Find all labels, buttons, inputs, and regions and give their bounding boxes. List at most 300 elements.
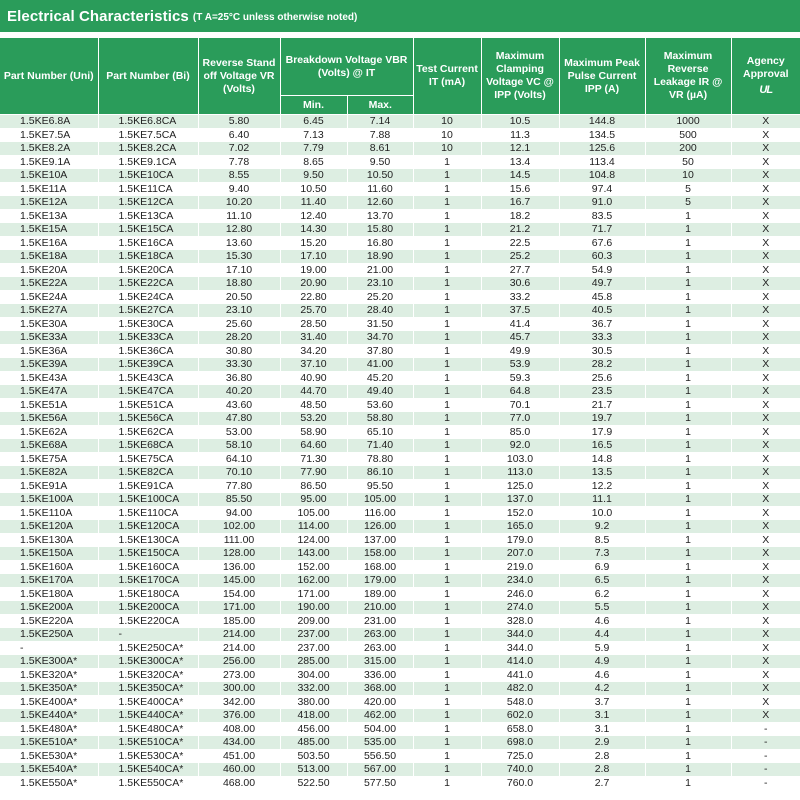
- cell-peak-pulse-current: 7.3: [559, 547, 645, 561]
- cell-part-uni: 1.5KE8.2A: [0, 142, 98, 156]
- cell-clamping-voltage: 441.0: [481, 668, 559, 682]
- cell-breakdown-min: 20.90: [280, 277, 347, 291]
- cell-breakdown-min: 152.00: [280, 560, 347, 574]
- cell-part-bi: 1.5KE320CA*: [98, 668, 198, 682]
- cell-breakdown-max: 462.00: [347, 709, 413, 723]
- table-row: [0, 155, 800, 169]
- cell-agency-approval: X: [731, 250, 800, 264]
- cell-part-uni: 1.5KE51A: [0, 398, 98, 412]
- cell-part-uni: 1.5KE7.5A: [0, 128, 98, 142]
- cell-reverse-leakage: 1: [645, 304, 731, 318]
- cell-reverse-standoff: 460.00: [198, 763, 280, 777]
- cell-clamping-voltage: 103.0: [481, 452, 559, 466]
- cell-agency-approval: -: [731, 763, 800, 777]
- cell-part-uni: 1.5KE120A: [0, 520, 98, 534]
- table-row: [0, 412, 800, 426]
- cell-breakdown-max: 315.00: [347, 655, 413, 669]
- table-row: [0, 682, 800, 696]
- cell-peak-pulse-current: 3.7: [559, 695, 645, 709]
- cell-breakdown-max: 420.00: [347, 695, 413, 709]
- cell-agency-approval: X: [731, 547, 800, 561]
- cell-part-uni: 1.5KE12A: [0, 196, 98, 210]
- cell-reverse-standoff: 154.00: [198, 587, 280, 601]
- cell-clamping-voltage: 602.0: [481, 709, 559, 723]
- cell-part-bi: 1.5KE12CA: [98, 196, 198, 210]
- cell-test-current: 1: [413, 479, 481, 493]
- cell-part-uni: 1.5KE320A*: [0, 668, 98, 682]
- cell-agency-approval: X: [731, 304, 800, 318]
- cell-agency-approval: X: [731, 196, 800, 210]
- cell-reverse-leakage: 1: [645, 223, 731, 237]
- cell-reverse-leakage: 1: [645, 452, 731, 466]
- cell-clamping-voltage: 59.3: [481, 371, 559, 385]
- cell-agency-approval: X: [731, 317, 800, 331]
- cell-reverse-standoff: 7.78: [198, 155, 280, 169]
- cell-reverse-leakage: 1: [645, 628, 731, 642]
- cell-reverse-standoff: 85.50: [198, 493, 280, 507]
- table-row: [0, 128, 800, 142]
- cell-part-bi: 1.5KE24CA: [98, 290, 198, 304]
- cell-reverse-standoff: 214.00: [198, 641, 280, 655]
- cell-test-current: 1: [413, 587, 481, 601]
- cell-part-uni: 1.5KE27A: [0, 304, 98, 318]
- cell-peak-pulse-current: 91.0: [559, 196, 645, 210]
- cell-clamping-voltage: 21.2: [481, 223, 559, 237]
- cell-part-bi: 1.5KE100CA: [98, 493, 198, 507]
- cell-reverse-standoff: 11.10: [198, 209, 280, 223]
- cell-agency-approval: -: [731, 736, 800, 750]
- cell-reverse-leakage: 1: [645, 331, 731, 345]
- cell-breakdown-min: 418.00: [280, 709, 347, 723]
- cell-agency-approval: X: [731, 290, 800, 304]
- cell-test-current: 1: [413, 655, 481, 669]
- cell-reverse-standoff: 94.00: [198, 506, 280, 520]
- cell-clamping-voltage: 27.7: [481, 263, 559, 277]
- cell-breakdown-max: 49.40: [347, 385, 413, 399]
- cell-reverse-leakage: 1: [645, 344, 731, 358]
- cell-test-current: 1: [413, 196, 481, 210]
- cell-part-uni: 1.5KE62A: [0, 425, 98, 439]
- cell-agency-approval: -: [731, 722, 800, 736]
- cell-peak-pulse-current: 113.4: [559, 155, 645, 169]
- table-row: [0, 142, 800, 156]
- cell-breakdown-max: 65.10: [347, 425, 413, 439]
- cell-reverse-leakage: 1: [645, 236, 731, 250]
- cell-part-bi: 1.5KE300CA*: [98, 655, 198, 669]
- cell-part-bi: 1.5KE22CA: [98, 277, 198, 291]
- cell-part-bi: 1.5KE10CA: [98, 169, 198, 183]
- cell-test-current: 10: [413, 142, 481, 156]
- cell-test-current: 1: [413, 344, 481, 358]
- cell-clamping-voltage: 11.3: [481, 128, 559, 142]
- cell-part-uni: 1.5KE10A: [0, 169, 98, 183]
- cell-part-uni: 1.5KE33A: [0, 331, 98, 345]
- table-row: [0, 398, 800, 412]
- cell-peak-pulse-current: 2.9: [559, 736, 645, 750]
- cell-reverse-leakage: 1: [645, 601, 731, 615]
- cell-breakdown-max: 11.60: [347, 182, 413, 196]
- cell-reverse-leakage: 1: [645, 506, 731, 520]
- cell-reverse-standoff: 53.00: [198, 425, 280, 439]
- header-part-uni: Part Number (Uni): [0, 38, 98, 115]
- cell-reverse-leakage: 5: [645, 182, 731, 196]
- cell-breakdown-max: 71.40: [347, 439, 413, 453]
- cell-breakdown-min: 25.70: [280, 304, 347, 318]
- cell-breakdown-min: 7.79: [280, 142, 347, 156]
- cell-test-current: 1: [413, 439, 481, 453]
- cell-test-current: 1: [413, 250, 481, 264]
- table-row: [0, 574, 800, 588]
- cell-test-current: 1: [413, 425, 481, 439]
- cell-reverse-standoff: 43.60: [198, 398, 280, 412]
- cell-part-bi: 1.5KE9.1CA: [98, 155, 198, 169]
- cell-clamping-voltage: 658.0: [481, 722, 559, 736]
- cell-agency-approval: X: [731, 155, 800, 169]
- cell-part-uni: 1.5KE82A: [0, 466, 98, 480]
- cell-breakdown-min: 95.00: [280, 493, 347, 507]
- cell-clamping-voltage: 25.2: [481, 250, 559, 264]
- cell-peak-pulse-current: 36.7: [559, 317, 645, 331]
- cell-clamping-voltage: 414.0: [481, 655, 559, 669]
- cell-agency-approval: -: [731, 776, 800, 790]
- cell-reverse-standoff: 300.00: [198, 682, 280, 696]
- cell-test-current: 10: [413, 115, 481, 129]
- cell-breakdown-max: 12.60: [347, 196, 413, 210]
- cell-part-bi: 1.5KE150CA: [98, 547, 198, 561]
- table-row: [0, 304, 800, 318]
- header-part-bi: Part Number (Bi): [98, 38, 198, 115]
- cell-breakdown-max: 95.50: [347, 479, 413, 493]
- cell-reverse-standoff: 451.00: [198, 749, 280, 763]
- cell-peak-pulse-current: 2.8: [559, 763, 645, 777]
- cell-breakdown-min: 171.00: [280, 587, 347, 601]
- cell-agency-approval: X: [731, 142, 800, 156]
- cell-reverse-leakage: 1: [645, 290, 731, 304]
- cell-clamping-voltage: 14.5: [481, 169, 559, 183]
- cell-test-current: 1: [413, 466, 481, 480]
- cell-part-bi: 1.5KE440CA*: [98, 709, 198, 723]
- cell-part-uni: 1.5KE13A: [0, 209, 98, 223]
- cell-reverse-leakage: 1: [645, 547, 731, 561]
- cell-test-current: 1: [413, 155, 481, 169]
- cell-breakdown-min: 10.50: [280, 182, 347, 196]
- cell-breakdown-min: 22.80: [280, 290, 347, 304]
- cell-breakdown-min: 114.00: [280, 520, 347, 534]
- cell-agency-approval: X: [731, 493, 800, 507]
- cell-clamping-voltage: 92.0: [481, 439, 559, 453]
- cell-breakdown-max: 34.70: [347, 331, 413, 345]
- cell-peak-pulse-current: 83.5: [559, 209, 645, 223]
- cell-reverse-standoff: 342.00: [198, 695, 280, 709]
- cell-breakdown-min: 190.00: [280, 601, 347, 615]
- cell-part-bi: 1.5KE540CA*: [98, 763, 198, 777]
- cell-part-bi: 1.5KE120CA: [98, 520, 198, 534]
- cell-peak-pulse-current: 12.2: [559, 479, 645, 493]
- cell-clamping-voltage: 698.0: [481, 736, 559, 750]
- cell-part-bi: 1.5KE62CA: [98, 425, 198, 439]
- cell-breakdown-max: 7.88: [347, 128, 413, 142]
- cell-test-current: 1: [413, 277, 481, 291]
- cell-agency-approval: X: [731, 182, 800, 196]
- cell-reverse-standoff: 58.10: [198, 439, 280, 453]
- cell-peak-pulse-current: 49.7: [559, 277, 645, 291]
- cell-peak-pulse-current: 2.8: [559, 749, 645, 763]
- cell-breakdown-max: 567.00: [347, 763, 413, 777]
- cell-breakdown-max: 78.80: [347, 452, 413, 466]
- table-row: [0, 425, 800, 439]
- cell-part-uni: 1.5KE300A*: [0, 655, 98, 669]
- cell-peak-pulse-current: 8.5: [559, 533, 645, 547]
- cell-reverse-standoff: 185.00: [198, 614, 280, 628]
- cell-test-current: 1: [413, 263, 481, 277]
- cell-agency-approval: X: [731, 115, 800, 129]
- cell-breakdown-max: 158.00: [347, 547, 413, 561]
- cell-test-current: 1: [413, 371, 481, 385]
- cell-breakdown-max: 577.50: [347, 776, 413, 790]
- cell-agency-approval: X: [731, 236, 800, 250]
- cell-breakdown-max: 7.14: [347, 115, 413, 129]
- table-body: [0, 115, 800, 790]
- cell-agency-approval: X: [731, 695, 800, 709]
- cell-peak-pulse-current: 40.5: [559, 304, 645, 318]
- cell-part-uni: 1.5KE480A*: [0, 722, 98, 736]
- cell-breakdown-max: 210.00: [347, 601, 413, 615]
- cell-agency-approval: X: [731, 385, 800, 399]
- cell-breakdown-max: 41.00: [347, 358, 413, 372]
- cell-part-bi: 1.5KE39CA: [98, 358, 198, 372]
- cell-test-current: 1: [413, 412, 481, 426]
- cell-breakdown-min: 37.10: [280, 358, 347, 372]
- cell-breakdown-min: 71.30: [280, 452, 347, 466]
- cell-part-uni: 1.5KE200A: [0, 601, 98, 615]
- table-row: [0, 290, 800, 304]
- cell-part-bi: 1.5KE170CA: [98, 574, 198, 588]
- cell-clamping-voltage: 234.0: [481, 574, 559, 588]
- cell-test-current: 1: [413, 520, 481, 534]
- cell-part-bi: 1.5KE36CA: [98, 344, 198, 358]
- cell-test-current: 1: [413, 560, 481, 574]
- table-row: [0, 223, 800, 237]
- cell-agency-approval: X: [731, 452, 800, 466]
- cell-test-current: 1: [413, 223, 481, 237]
- cell-breakdown-min: 237.00: [280, 628, 347, 642]
- cell-breakdown-min: 209.00: [280, 614, 347, 628]
- cell-breakdown-min: 58.90: [280, 425, 347, 439]
- cell-peak-pulse-current: 134.5: [559, 128, 645, 142]
- cell-peak-pulse-current: 11.1: [559, 493, 645, 507]
- cell-reverse-standoff: 408.00: [198, 722, 280, 736]
- cell-reverse-standoff: 214.00: [198, 628, 280, 642]
- cell-clamping-voltage: 30.6: [481, 277, 559, 291]
- cell-breakdown-max: 263.00: [347, 628, 413, 642]
- cell-part-bi: 1.5KE27CA: [98, 304, 198, 318]
- cell-clamping-voltage: 15.6: [481, 182, 559, 196]
- cell-part-uni: 1.5KE30A: [0, 317, 98, 331]
- cell-test-current: 1: [413, 709, 481, 723]
- cell-agency-approval: X: [731, 533, 800, 547]
- cell-reverse-leakage: 1: [645, 493, 731, 507]
- table-row: [0, 695, 800, 709]
- cell-clamping-voltage: 137.0: [481, 493, 559, 507]
- cell-reverse-leakage: 1: [645, 209, 731, 223]
- cell-breakdown-max: 116.00: [347, 506, 413, 520]
- cell-clamping-voltage: 12.1: [481, 142, 559, 156]
- cell-clamping-voltage: 77.0: [481, 412, 559, 426]
- cell-reverse-standoff: 171.00: [198, 601, 280, 615]
- cell-reverse-leakage: 50: [645, 155, 731, 169]
- cell-clamping-voltage: 125.0: [481, 479, 559, 493]
- cell-peak-pulse-current: 5.5: [559, 601, 645, 615]
- cell-peak-pulse-current: 97.4: [559, 182, 645, 196]
- cell-agency-approval: X: [731, 223, 800, 237]
- cell-reverse-leakage: 500: [645, 128, 731, 142]
- cell-breakdown-max: 556.50: [347, 749, 413, 763]
- cell-reverse-standoff: 376.00: [198, 709, 280, 723]
- cell-part-bi: 1.5KE43CA: [98, 371, 198, 385]
- cell-part-bi: -: [98, 628, 198, 642]
- cell-breakdown-max: 53.60: [347, 398, 413, 412]
- cell-part-bi: 1.5KE530CA*: [98, 749, 198, 763]
- cell-breakdown-min: 64.60: [280, 439, 347, 453]
- cell-part-uni: 1.5KE180A: [0, 587, 98, 601]
- cell-part-bi: 1.5KE130CA: [98, 533, 198, 547]
- cell-breakdown-max: 8.61: [347, 142, 413, 156]
- cell-peak-pulse-current: 10.0: [559, 506, 645, 520]
- table-row: [0, 196, 800, 210]
- cell-reverse-leakage: 1: [645, 277, 731, 291]
- cell-part-bi: 1.5KE82CA: [98, 466, 198, 480]
- cell-clamping-voltage: 760.0: [481, 776, 559, 790]
- cell-part-bi: 1.5KE8.2CA: [98, 142, 198, 156]
- table-row: [0, 736, 800, 750]
- title-bar: [0, 0, 800, 32]
- cell-part-uni: 1.5KE400A*: [0, 695, 98, 709]
- cell-agency-approval: X: [731, 709, 800, 723]
- table-row: [0, 722, 800, 736]
- cell-breakdown-max: 21.00: [347, 263, 413, 277]
- cell-peak-pulse-current: 3.1: [559, 722, 645, 736]
- cell-peak-pulse-current: 4.6: [559, 614, 645, 628]
- cell-clamping-voltage: 725.0: [481, 749, 559, 763]
- cell-agency-approval: X: [731, 520, 800, 534]
- cell-reverse-leakage: 1: [645, 317, 731, 331]
- header-clamping-voltage: Maximum Clamping Voltage VC @ IPP (Volts): [481, 38, 559, 115]
- cell-breakdown-min: 11.40: [280, 196, 347, 210]
- header-reverse-standoff: Reverse Stand off Voltage VR (Volts): [198, 38, 280, 115]
- cell-clamping-voltage: 33.2: [481, 290, 559, 304]
- cell-breakdown-min: 8.65: [280, 155, 347, 169]
- cell-part-bi: 1.5KE6.8CA: [98, 115, 198, 129]
- cell-part-bi: 1.5KE56CA: [98, 412, 198, 426]
- cell-reverse-leakage: 1: [645, 439, 731, 453]
- cell-part-uni: 1.5KE47A: [0, 385, 98, 399]
- table-row: [0, 371, 800, 385]
- cell-part-uni: 1.5KE350A*: [0, 682, 98, 696]
- cell-part-uni: 1.5KE100A: [0, 493, 98, 507]
- cell-breakdown-max: 336.00: [347, 668, 413, 682]
- table-row: [0, 493, 800, 507]
- cell-clamping-voltage: 328.0: [481, 614, 559, 628]
- cell-breakdown-min: 6.45: [280, 115, 347, 129]
- cell-peak-pulse-current: 16.5: [559, 439, 645, 453]
- cell-part-uni: 1.5KE16A: [0, 236, 98, 250]
- cell-reverse-leakage: 1: [645, 776, 731, 790]
- cell-agency-approval: X: [731, 331, 800, 345]
- cell-reverse-standoff: 40.20: [198, 385, 280, 399]
- table-row: [0, 277, 800, 291]
- cell-peak-pulse-current: 25.6: [559, 371, 645, 385]
- cell-breakdown-min: 17.10: [280, 250, 347, 264]
- cell-test-current: 1: [413, 763, 481, 777]
- cell-breakdown-min: 7.13: [280, 128, 347, 142]
- ul-logo-icon: UL: [759, 84, 773, 96]
- cell-test-current: 1: [413, 614, 481, 628]
- cell-agency-approval: X: [731, 439, 800, 453]
- cell-test-current: 1: [413, 776, 481, 790]
- table-row: [0, 452, 800, 466]
- table-header: [0, 38, 800, 115]
- cell-part-uni: 1.5KE22A: [0, 277, 98, 291]
- table-row: [0, 614, 800, 628]
- cell-breakdown-min: 12.40: [280, 209, 347, 223]
- cell-peak-pulse-current: 6.9: [559, 560, 645, 574]
- cell-test-current: 1: [413, 209, 481, 223]
- cell-breakdown-min: 124.00: [280, 533, 347, 547]
- cell-reverse-leakage: 1: [645, 763, 731, 777]
- cell-reverse-leakage: 1: [645, 520, 731, 534]
- cell-test-current: 1: [413, 547, 481, 561]
- cell-test-current: 10: [413, 128, 481, 142]
- cell-reverse-standoff: 23.10: [198, 304, 280, 318]
- cell-part-bi: 1.5KE91CA: [98, 479, 198, 493]
- cell-part-uni: 1.5KE20A: [0, 263, 98, 277]
- cell-reverse-standoff: 30.80: [198, 344, 280, 358]
- cell-peak-pulse-current: 6.5: [559, 574, 645, 588]
- cell-reverse-standoff: 20.50: [198, 290, 280, 304]
- cell-reverse-standoff: 145.00: [198, 574, 280, 588]
- cell-agency-approval: X: [731, 655, 800, 669]
- cell-part-uni: 1.5KE530A*: [0, 749, 98, 763]
- table-row: [0, 560, 800, 574]
- table-row: [0, 641, 800, 655]
- cell-breakdown-max: 105.00: [347, 493, 413, 507]
- cell-breakdown-max: 179.00: [347, 574, 413, 588]
- table-row: [0, 776, 800, 790]
- cell-breakdown-max: 10.50: [347, 169, 413, 183]
- cell-breakdown-min: 237.00: [280, 641, 347, 655]
- cell-part-uni: 1.5KE250A: [0, 628, 98, 642]
- cell-peak-pulse-current: 144.8: [559, 115, 645, 129]
- cell-reverse-leakage: 1: [645, 371, 731, 385]
- cell-reverse-leakage: 1: [645, 479, 731, 493]
- cell-breakdown-max: 86.10: [347, 466, 413, 480]
- cell-reverse-leakage: 1: [645, 574, 731, 588]
- cell-clamping-voltage: 18.2: [481, 209, 559, 223]
- cell-peak-pulse-current: 23.5: [559, 385, 645, 399]
- cell-clamping-voltage: 152.0: [481, 506, 559, 520]
- cell-reverse-leakage: 1: [645, 560, 731, 574]
- cell-breakdown-min: 19.00: [280, 263, 347, 277]
- cell-part-uni: 1.5KE6.8A: [0, 115, 98, 129]
- cell-reverse-leakage: 1: [645, 736, 731, 750]
- agency-approval-label: Agency Approval: [743, 55, 789, 80]
- cell-agency-approval: X: [731, 479, 800, 493]
- cell-test-current: 1: [413, 601, 481, 615]
- cell-breakdown-min: 15.20: [280, 236, 347, 250]
- cell-breakdown-min: 53.20: [280, 412, 347, 426]
- cell-agency-approval: X: [731, 560, 800, 574]
- cell-reverse-leakage: 1: [645, 655, 731, 669]
